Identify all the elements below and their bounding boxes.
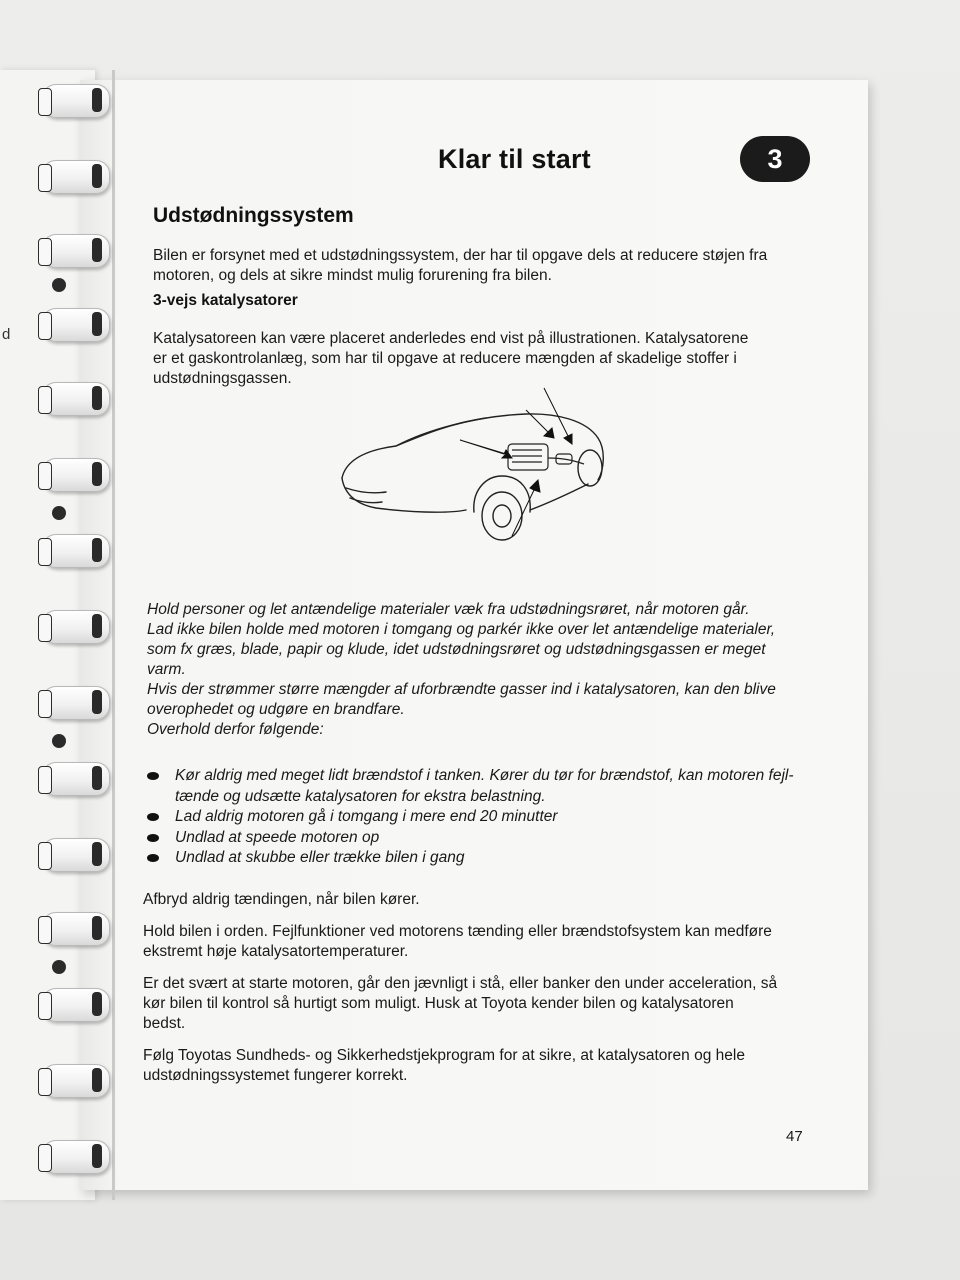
closing-line: kør bilen til kontrol så hurtigt som muligt. Husk at Toyota kender bilen og katalysatoren [143, 995, 734, 1012]
warning-bullet-list [147, 766, 797, 869]
bullet-item [147, 848, 797, 869]
closing-line: bedst. [143, 1015, 186, 1032]
left-page-edge-text: d [2, 326, 11, 343]
closing-line: udstødningssystemet fungerer korrekt. [143, 1067, 408, 1084]
binding-ring [34, 832, 124, 876]
bullet-item [147, 766, 797, 807]
intro-line: motoren, og dels at sikre mindst mulig forurening fra bilen. [153, 267, 552, 284]
binding-ring [34, 906, 124, 950]
binding-ring [34, 680, 124, 724]
bullet-dot-icon [147, 834, 159, 842]
warning-line: som fx græs, blade, papir og klude, idet udstødningsrøret og udstødningsgassen er meget [147, 641, 766, 658]
binding-ring [34, 1058, 124, 1102]
intro-paragraph [153, 246, 813, 286]
car-rear-wheel-arch [474, 476, 530, 512]
bullet-text: Lad aldrig motoren gå i tomgang i mere end 20 minutter [175, 808, 558, 825]
warning-line: Hold personer og let antændelige materialer væk fra udstødningsrøret, når motoren går. [147, 601, 750, 618]
warning-line: Hvis der strømmer større mængder af uforbrændte gasser ind i katalysatoren, kan den blive [147, 681, 776, 698]
binding-ring [34, 302, 124, 346]
bullet-item [147, 807, 797, 828]
binding-hole [52, 960, 66, 974]
arrow-left [460, 440, 512, 458]
car-rear-wheel [482, 492, 522, 540]
page-title: Klar til start [438, 144, 591, 174]
bullet-text: Undlad at speede motoren op [175, 828, 380, 846]
manual-page [80, 80, 868, 1190]
bullet-text-continued: tænde og udsætte katalysatoren for ekstra belastning. [175, 787, 546, 805]
intro-line: Bilen er forsynet med et udstødningssystem, der har til opgave dels at reducere støjen fra [153, 247, 768, 264]
engine-detail [512, 450, 542, 462]
closing-paragraph-4 [143, 1046, 813, 1086]
catalyst-line: er et gaskontrolanlæg, som har til opgave at reducere mængden af skadelige stoffer i [153, 350, 737, 367]
car-front-wheel [578, 450, 602, 486]
closing-line: Hold bilen i orden. Fejlfunktioner ved motorens tænding eller brændstofsystem kan medføre [143, 923, 772, 940]
warning-line: overophedet og udgøre en brandfare. [147, 701, 405, 718]
closing-paragraph-1: Afbryd aldrig tændingen, når bilen kører. [143, 891, 420, 908]
catalyst-line: Katalysatoreen kan være placeret anderledes end vist på illustrationen. Katalysatorene [153, 330, 749, 347]
binding-ring [34, 78, 124, 122]
warning-line: varm. [147, 661, 186, 678]
engine-block [508, 444, 548, 470]
bullet-dot-icon [147, 772, 159, 780]
car-front-lights [346, 488, 386, 503]
binding-ring [34, 1134, 124, 1178]
binding-ring [34, 982, 124, 1026]
bullet-text: Undlad at skubbe eller trække bilen i gang [175, 849, 465, 866]
section-heading: Udstødningssystem [153, 204, 354, 227]
engine-block-group [508, 444, 584, 470]
warning-line: Overhold derfor følgende: [147, 721, 324, 738]
closing-line: ekstremt høje katalysatortemperaturer. [143, 943, 409, 960]
closing-paragraph-3 [143, 974, 813, 1034]
car-hood-line [342, 478, 466, 512]
catalyst-line: udstødningsgassen. [153, 370, 292, 387]
closing-line: Følg Toyotas Sundheds- og Sikkerhedstjekprogram for at sikre, at katalysatoren og hele [143, 1047, 745, 1064]
bullet-dot-icon [147, 854, 159, 862]
binding-ring [34, 452, 124, 496]
binding-hole [52, 506, 66, 520]
binding-hole [52, 734, 66, 748]
bullet-dot-icon [147, 813, 159, 821]
car-exhaust-illustration [336, 380, 616, 560]
warning-block [147, 600, 787, 740]
binding-ring [34, 228, 124, 272]
binding-ring [34, 154, 124, 198]
warning-line: Lad ikke bilen holde med motoren i tomgang og parkér ikke over let antændelige materialer, [147, 621, 776, 638]
binding-ring [34, 376, 124, 420]
subheading-catalyst: 3-vejs katalysatorer [153, 292, 298, 309]
page-number: 47 [786, 1128, 803, 1145]
car-windshield [396, 418, 486, 446]
binding-ring [34, 604, 124, 648]
binding-ring [34, 528, 124, 572]
closing-paragraph-2 [143, 922, 813, 962]
closing-line: Er det svært at starte motoren, går den jævnligt i stå, eller banker den under acceleration, så [143, 975, 778, 992]
binding-ring [34, 756, 124, 800]
car-body-outline [342, 414, 603, 480]
chapter-badge: 3 [740, 136, 810, 182]
spiral-binding [34, 70, 134, 1200]
car-rear-hub [493, 505, 511, 527]
bullet-item [147, 828, 797, 849]
binding-hole [52, 278, 66, 292]
bullet-text: Kør aldrig med meget lidt brændstof i tanken. Kører du tør for brændstof, kan motoren fejl- [175, 767, 794, 784]
